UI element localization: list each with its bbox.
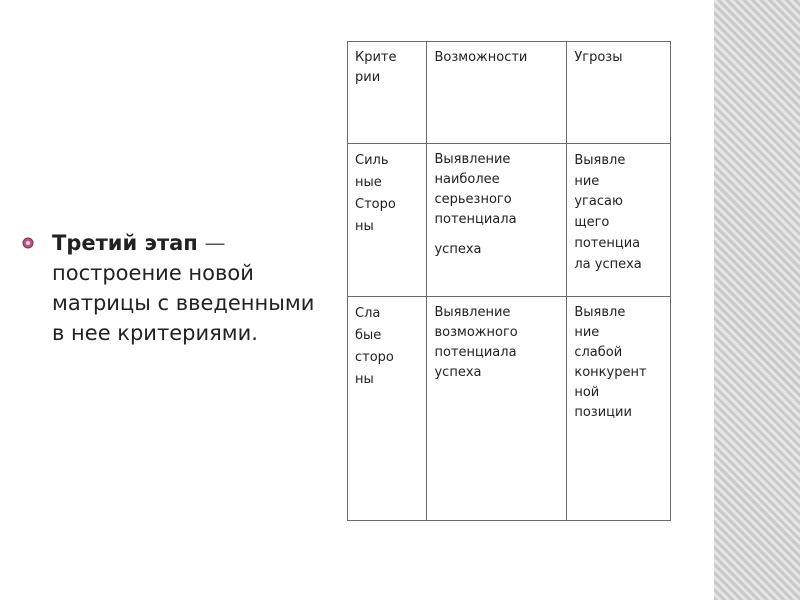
weaknesses-label-line: сторо	[355, 349, 394, 365]
header-opportunities-label: Возможности	[434, 50, 528, 65]
header-threats-label: Угрозы	[574, 50, 623, 65]
criteria-matrix-table	[347, 41, 671, 521]
header-threats-cell	[567, 42, 671, 144]
header-criteria-line: рии	[355, 70, 381, 85]
weaknesses-opportunities-line: Выявление	[434, 304, 511, 320]
strengths-opportunities-cell	[427, 144, 567, 296]
weaknesses-threats-line: позиции	[574, 404, 632, 420]
header-opportunities-cell	[427, 42, 567, 144]
weaknesses-opportunities-line: потенциала	[434, 344, 517, 360]
strengths-label-line: ные	[355, 175, 382, 191]
weaknesses-opportunities-line: возможного	[434, 324, 518, 340]
strengths-label-line: ны	[355, 219, 374, 235]
header-criteria-cell	[348, 42, 427, 144]
decorative-side-pattern	[714, 0, 800, 600]
strengths-opportunities-line: Выявление	[434, 152, 511, 168]
weaknesses-threats-line: ной	[574, 384, 600, 400]
bullet-item	[22, 228, 322, 348]
table-row-header	[348, 42, 671, 144]
strengths-threats-line: потенциа	[574, 236, 641, 252]
weaknesses-threats-line: слабой	[574, 344, 623, 360]
dash: —	[197, 231, 226, 255]
bullet-text	[52, 228, 322, 348]
strengths-opportunities-line: потенциала	[434, 212, 517, 228]
strengths-threats-line: ла успеха	[574, 257, 642, 273]
strengths-threats-line: щего	[574, 215, 610, 231]
weaknesses-threats-line: ние	[574, 324, 600, 340]
strengths-threats-line: угасаю	[574, 194, 623, 210]
strengths-label-line: Сторо	[355, 197, 396, 213]
weaknesses-threats-cell	[567, 296, 671, 520]
strengths-label-cell	[348, 144, 427, 296]
strengths-threats-line: ние	[574, 174, 600, 190]
stage-description: построение новой матрицы с введенными в нее критериями.	[52, 261, 315, 345]
weaknesses-opportunities-cell	[427, 296, 567, 520]
weaknesses-opportunities-line: успеха	[434, 364, 482, 380]
table-row-strengths	[348, 144, 671, 296]
weaknesses-label-cell	[348, 296, 427, 520]
stage-heading: Третий этап	[52, 231, 198, 255]
weaknesses-threats-line: конкурент	[574, 364, 647, 380]
weaknesses-label-line: ны	[355, 371, 374, 387]
strengths-threats-cell	[567, 144, 671, 296]
weaknesses-label-line: бые	[355, 327, 382, 343]
strengths-opportunities-line: успеха	[434, 242, 482, 258]
table-row-weaknesses	[348, 296, 671, 520]
strengths-opportunities-line: наиболее	[434, 172, 500, 188]
spacer	[434, 230, 559, 240]
strengths-threats-line: Выявле	[574, 153, 626, 169]
header-criteria-line: Крите	[355, 50, 397, 65]
weaknesses-threats-line: Выявле	[574, 304, 626, 320]
strengths-opportunities-line: серьезного	[434, 192, 512, 208]
weaknesses-label-line: Сла	[355, 305, 381, 321]
bullet-icon	[22, 237, 34, 249]
strengths-label-line: Силь	[355, 153, 389, 169]
